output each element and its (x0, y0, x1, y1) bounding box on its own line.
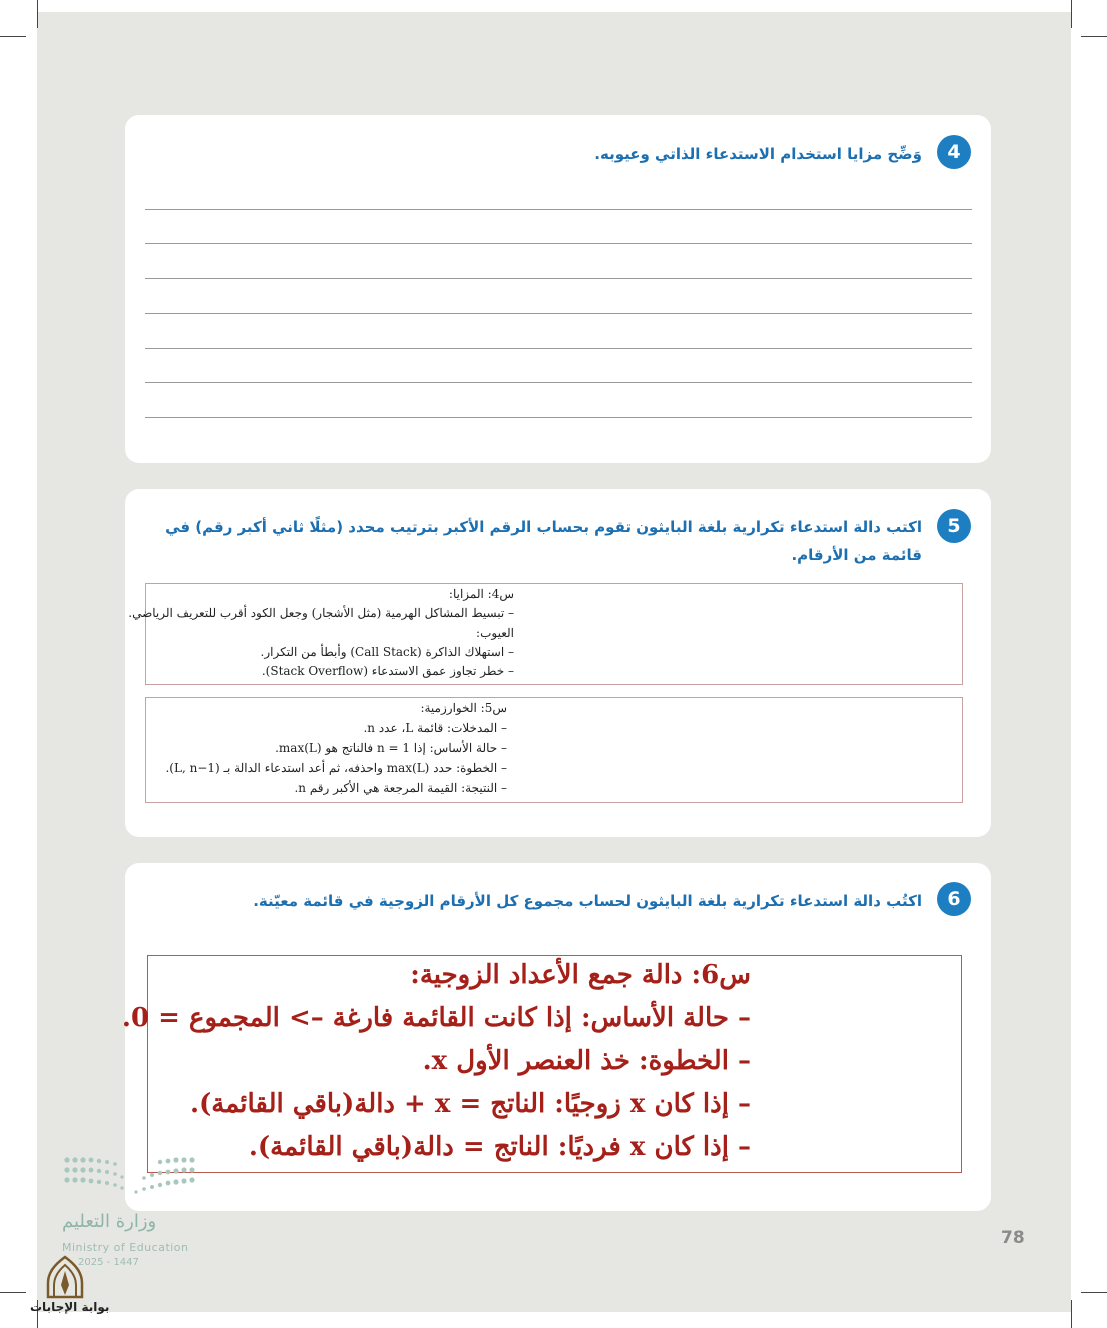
portal-name: بوابة الإجابات (30, 1300, 110, 1314)
answer-6-line: – حالة الأساس: إذا كانت القائمة فارغة –> المجموع = 0. (121, 1003, 751, 1033)
crop-mark (37, 0, 38, 28)
ministry-name-en: Ministry of Education (62, 1241, 189, 1254)
answer-5-line: – النتيجة: القيمة المرجعة هي الأكبر رقم n. (294, 781, 507, 795)
question-6-text: اكتُب دالة استدعاء تكرارية بلغة البايثون لحساب مجموع كل الأرقام الزوجية في قائمة معيّنة. (253, 892, 922, 910)
answer-line (145, 382, 972, 383)
answer-4-line: س4: المزايا: (448, 587, 514, 601)
crop-mark (1071, 0, 1072, 28)
answer-5-box (145, 697, 963, 803)
answer-line (145, 313, 972, 314)
ministry-name-ar: وزارة التعليم (62, 1211, 157, 1232)
answer-5-line: – الخطوة: حدد max(L) واحذفه، ثم أعد استدعاء الدالة بـ (L, n−1). (165, 761, 507, 775)
answer-5-line: س5: الخوارزمية: (420, 701, 507, 715)
answer-6-line: – إذا كان x فرديًا: الناتج = دالة(باقي القائمة). (248, 1132, 751, 1162)
answer-4-line: – خطر تجاوز عمق الاستدعاء (Stack Overflow). (261, 664, 514, 678)
question-6-number: 6 (937, 882, 971, 916)
page-number: 78 (1001, 1228, 1025, 1248)
question-5-text-line1: اكتب دالة استدعاء تكرارية بلغة البايثون تقوم بحساب الرقم الأكبر بترتيب محدد (مثلًا ثاني أكبر رقم) في (165, 518, 922, 536)
question-4-number: 4 (937, 135, 971, 169)
answer-5-line: – المدخلات: قائمة L، عدد n. (363, 721, 507, 735)
question-5-text-line2: قائمة من الأرقام. (791, 546, 922, 564)
answer-4-box (128, 583, 963, 685)
crop-mark (1071, 1300, 1072, 1328)
answer-4-line: العيوب: (476, 626, 514, 640)
answer-4-line: – تبسيط المشاكل الهرمية (مثل الأشجار) وجعل الكود أقرب للتعريف الرياضي. (128, 606, 514, 620)
crop-mark (0, 1292, 26, 1293)
answer-5-line: – حالة الأساس: إذا n = 1 فالناتج هو max(L). (275, 741, 507, 755)
answer-line (145, 243, 972, 244)
answer-line (145, 278, 972, 279)
question-4-text: وَضِّح مزايا استخدام الاستدعاء الذاتي وعيوبه. (594, 145, 922, 163)
crop-mark (0, 36, 26, 37)
answer-line (145, 417, 972, 418)
answer-line (145, 209, 972, 210)
answer-6-box (121, 955, 962, 1173)
answer-line (145, 348, 972, 349)
crop-mark (1081, 1292, 1107, 1293)
crop-mark (1081, 36, 1107, 37)
ministry-logo-icon (62, 1155, 197, 1200)
answer-6-line: س6: دالة جمع الأعداد الزوجية: (410, 960, 751, 990)
ministry-year: 2025 - 1447 (78, 1257, 139, 1268)
answer-6-line: – الخطوة: خذ العنصر الأول x. (422, 1046, 751, 1076)
answer-6-line: – إذا كان x زوجيًا: الناتج = x + دالة(باقي القائمة). (189, 1089, 751, 1119)
answer-4-line: – استهلاك الذاكرة (Call Stack) وأبطأ من التكرار. (260, 645, 514, 659)
portal-logo-icon (44, 1255, 86, 1299)
question-5-number: 5 (937, 509, 971, 543)
